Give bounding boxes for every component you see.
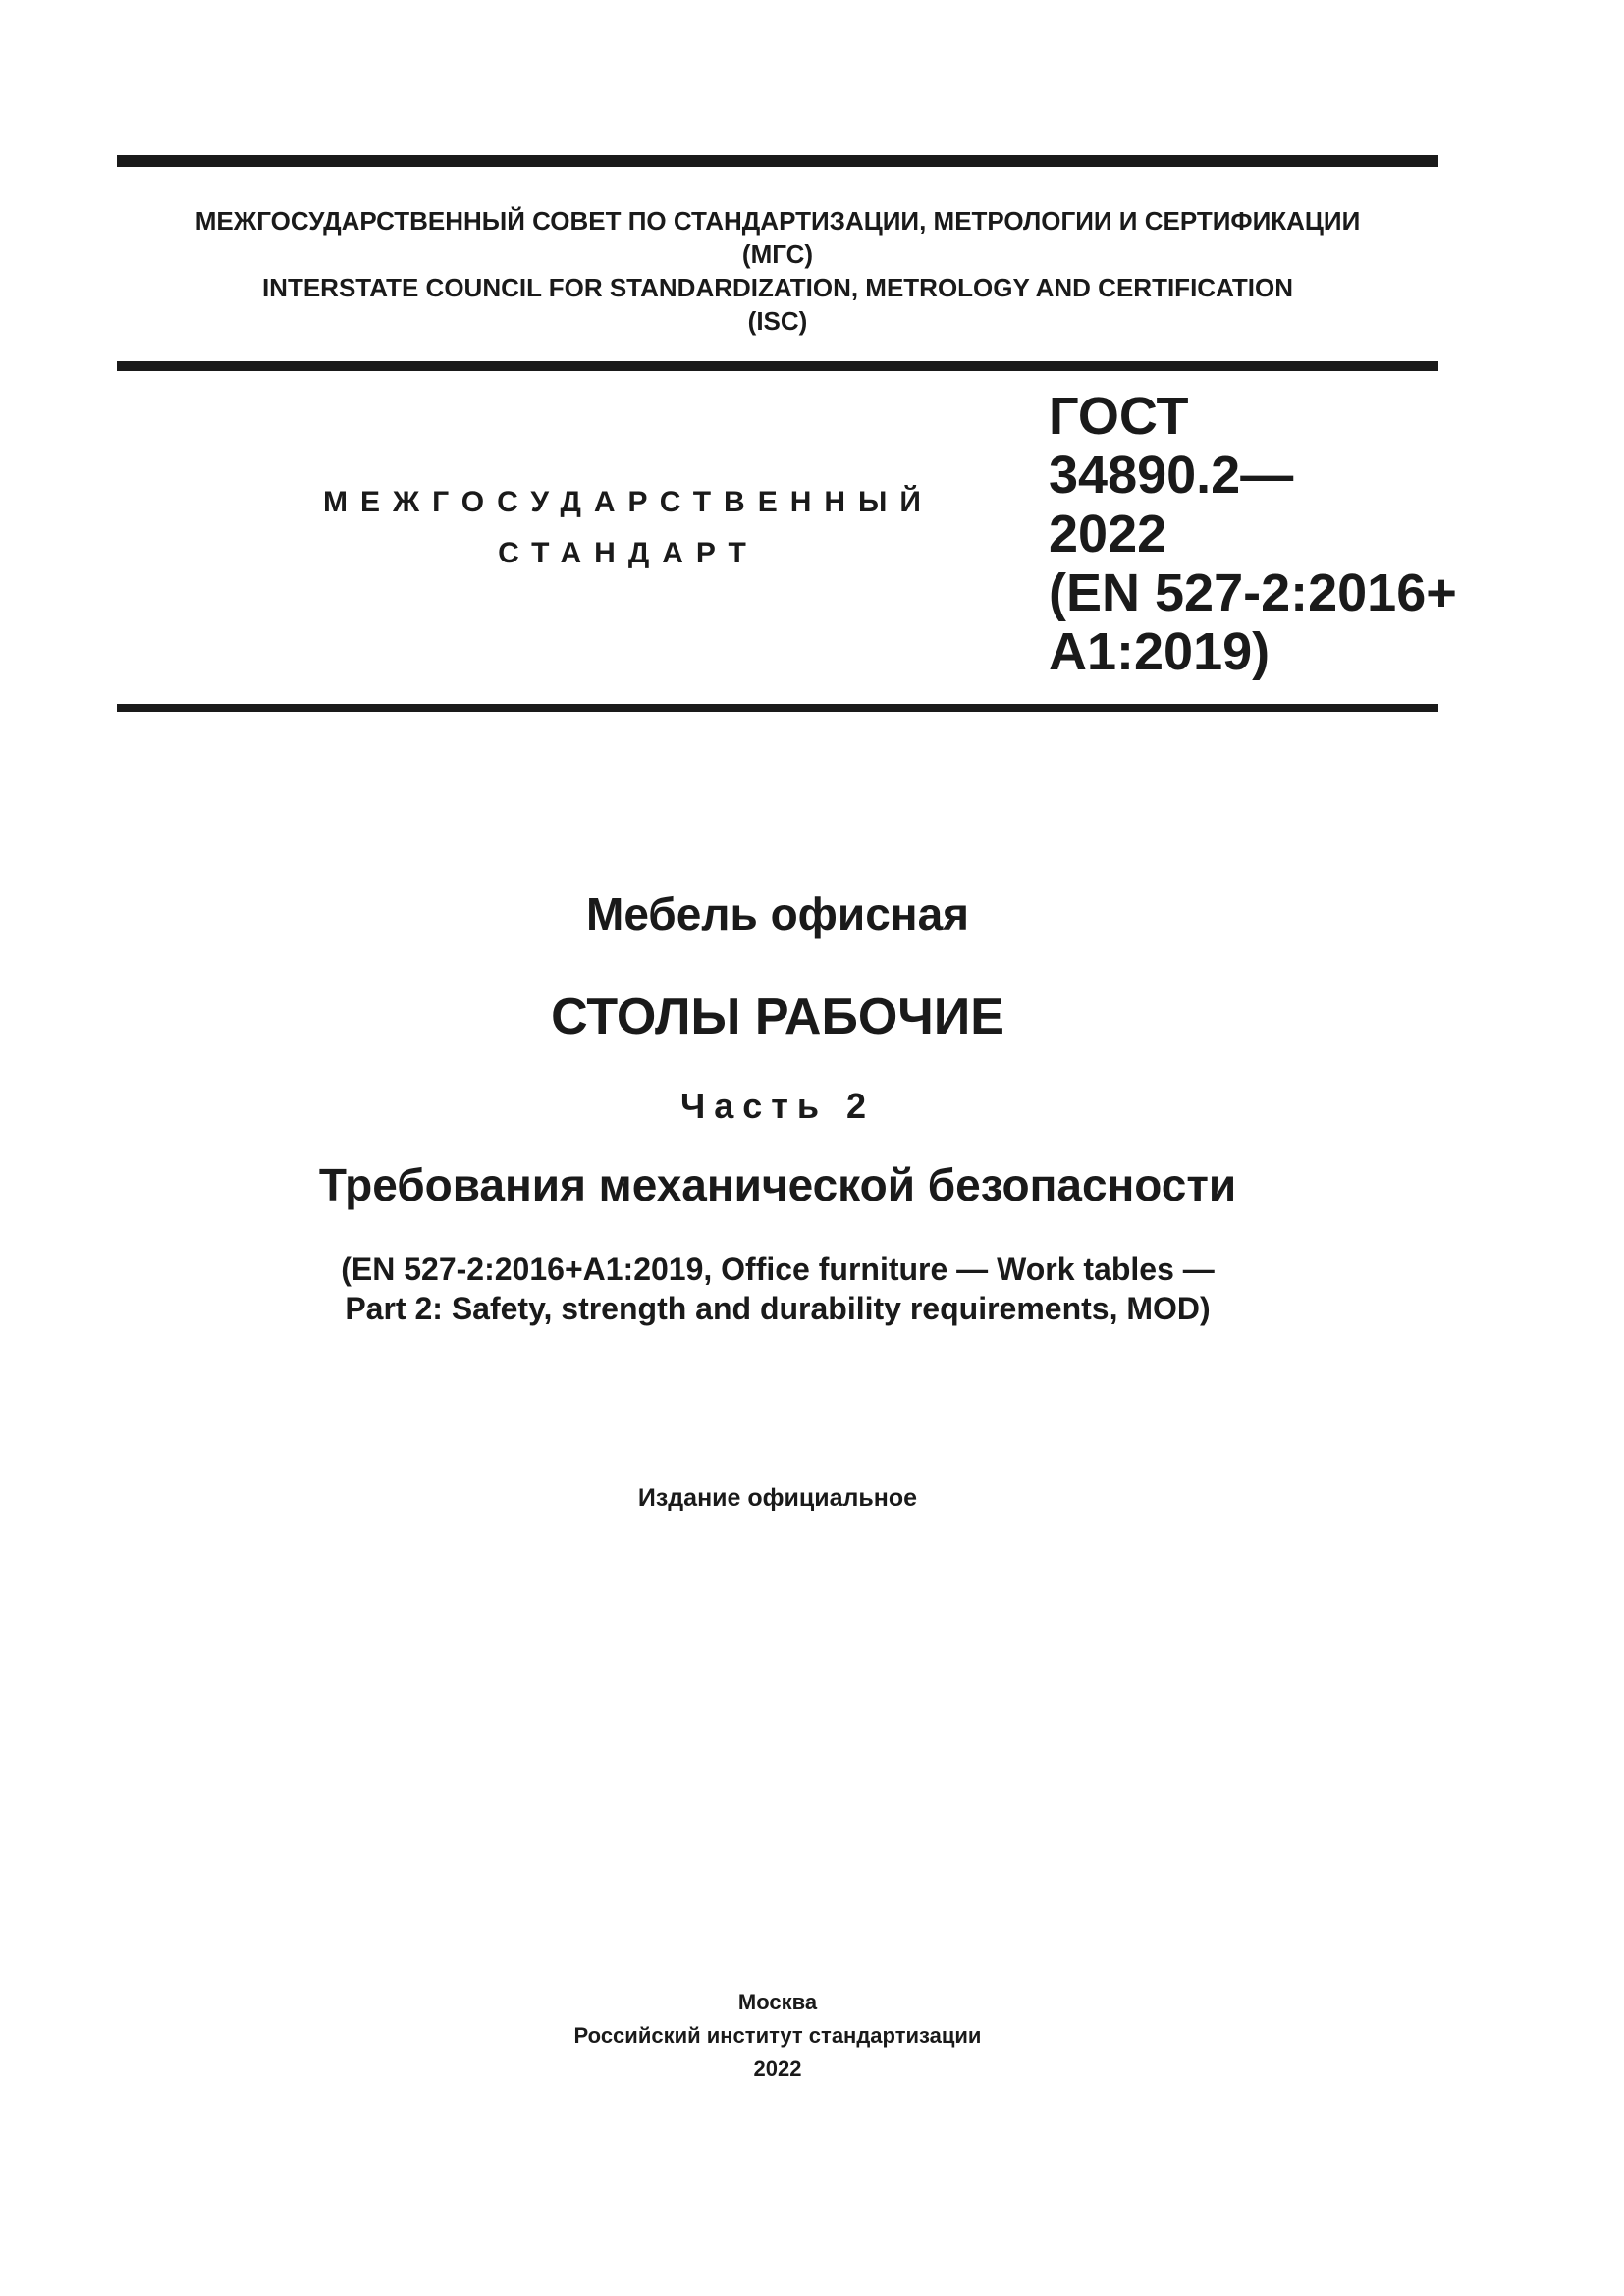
council-en-name: INTERSTATE COUNCIL FOR STANDARDIZATION, METROLOGY AND CERTIFICATION — [261, 273, 1294, 302]
middle-rule — [117, 361, 1438, 371]
publisher-block — [117, 1986, 1438, 2086]
council-en-abbr: (ISC) — [747, 306, 808, 336]
designation-line1: ГОСТ — [1049, 387, 1189, 446]
publisher-org: Российский институт стандартизации — [573, 2023, 982, 2048]
standard-type-line2: СТАНДАРТ — [498, 537, 759, 569]
designation-line3: 2022 — [1049, 505, 1167, 563]
title-sub: Требования механической безопасности — [318, 1159, 1237, 1210]
title-main: СТОЛЫ РАБОЧИЕ — [551, 988, 1004, 1045]
title-part: Часть 2 — [679, 1086, 876, 1126]
council-ru-name: МЕЖГОСУДАРСТВЕННЫЙ СОВЕТ ПО СТАНДАРТИЗАЦИИ, МЕТРОЛОГИИ И СЕРТИФИКАЦИИ — [194, 206, 1361, 236]
intl-ref-line2: Part 2: Safety, strength and durability requirements, MOD) — [345, 1291, 1211, 1326]
council-ru-abbr: (МГС) — [741, 240, 814, 269]
standard-type-label — [295, 477, 962, 579]
publisher-year: 2022 — [753, 2056, 802, 2081]
standard-type-line1: МЕЖГОСУДАРСТВЕННЫЙ — [323, 486, 934, 518]
bottom-rule — [117, 704, 1438, 712]
publisher-city: Москва — [737, 1990, 818, 2014]
edition-label: Издание официальное — [637, 1484, 918, 1512]
designation-line5: A1:2019) — [1049, 622, 1271, 681]
international-reference — [117, 1250, 1438, 1328]
title-general: Мебель офисная — [586, 888, 969, 939]
intl-ref-line1: (EN 527-2:2016+A1:2019, Office furniture — Work tables — — [341, 1252, 1215, 1287]
standard-designation — [1049, 387, 1457, 681]
designation-line2: 34890.2— — [1049, 446, 1294, 505]
top-rule — [117, 155, 1438, 167]
designation-line4: (EN 527-2:2016+ — [1049, 563, 1457, 622]
council-header — [117, 204, 1438, 338]
